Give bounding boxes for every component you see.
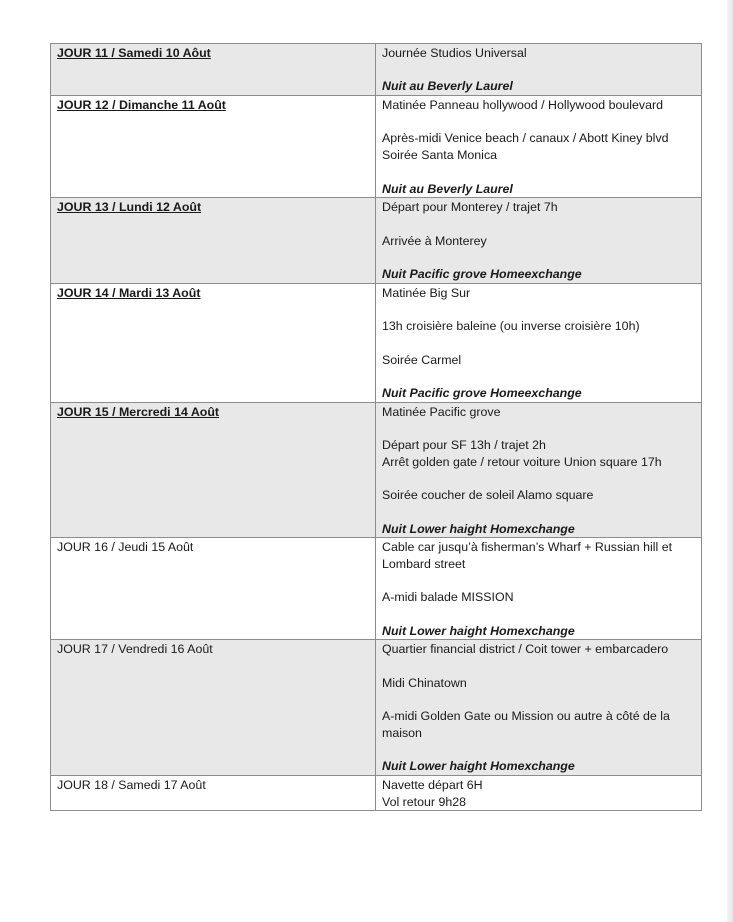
night-stay: Nuit Lower haight Homexchange	[382, 521, 575, 536]
day-cell	[51, 44, 376, 96]
table-row	[51, 538, 702, 640]
spacer-line	[382, 335, 695, 352]
program-cell	[376, 640, 702, 776]
program-line: Navette départ 6H	[382, 777, 483, 792]
itinerary-body	[51, 44, 702, 811]
itinerary-table	[50, 43, 702, 811]
night-stay: Nuit Lower haight Homexchange	[382, 623, 575, 638]
day-cell	[51, 775, 376, 810]
day-label: JOUR 11 / Samedi 10 Aôut	[57, 46, 211, 60]
program-line: Midi Chinatown	[382, 675, 467, 690]
program-line: Quartier financial district / Coit tower + embarcadero	[382, 642, 669, 657]
spacer-line	[382, 606, 695, 623]
program-line: Matinée Big Sur	[382, 285, 471, 300]
spacer-line	[382, 164, 695, 181]
spacer-line	[382, 114, 695, 131]
day-cell	[51, 96, 376, 198]
program-cell	[376, 775, 702, 810]
day-label: JOUR 13 / Lundi 12 Août	[57, 200, 202, 215]
table-row	[51, 96, 702, 198]
program-line: Matinée Pacific grove	[382, 404, 501, 419]
day-label: JOUR 15 / Mercredi 14 Août	[57, 404, 220, 419]
day-cell	[51, 538, 376, 640]
program-line: Départ pour Monterey / trajet 7h	[382, 200, 558, 215]
program-line: Soirée Santa Monica	[382, 148, 498, 163]
program-line: Arrêt golden gate / retour voiture Union square 17h	[382, 454, 662, 469]
night-stay: Nuit au Beverly Laurel	[382, 181, 513, 196]
program-cell	[376, 402, 702, 538]
program-line: Départ pour SF 13h / trajet 2h	[382, 438, 546, 453]
program-line: Lombard street	[382, 556, 466, 571]
program-line: Soirée coucher de soleil Alamo square	[382, 488, 594, 503]
day-label: JOUR 14 / Mardi 13 Août	[57, 285, 201, 300]
night-stay: Nuit Pacific grove Homeexchange	[382, 385, 582, 400]
day-cell	[51, 402, 376, 538]
spacer-line	[382, 62, 695, 79]
table-row	[51, 283, 702, 402]
program-cell	[376, 198, 702, 283]
program-cell	[376, 538, 702, 640]
program-line: Arrivée à Monterey	[382, 233, 487, 248]
program-line: Matinée Panneau hollywood / Hollywood boulevard	[382, 98, 664, 113]
program-line: Après-midi Venice beach / canaux / Abott Kiney blvd	[382, 131, 669, 146]
spacer-line	[382, 573, 695, 590]
spacer-line	[382, 658, 695, 675]
day-label: JOUR 18 / Samedi 17 Août	[57, 777, 206, 792]
program-cell	[376, 44, 702, 96]
night-stay: Nuit au Beverly Laurel	[382, 79, 513, 94]
night-stay: Nuit Lower haight Homexchange	[382, 759, 575, 774]
spacer-line	[382, 301, 695, 318]
program-cell	[376, 283, 702, 402]
spacer-line	[382, 420, 695, 437]
table-row	[51, 44, 702, 96]
program-line: Vol retour 9h28	[382, 794, 467, 809]
program-line: Soirée Carmel	[382, 352, 462, 367]
spacer-line	[382, 216, 695, 233]
program-line: Journée Studios Universal	[382, 46, 527, 60]
program-line: maison	[382, 725, 422, 740]
program-line: A-midi balade MISSION	[382, 590, 514, 605]
table-row	[51, 775, 702, 810]
day-label: JOUR 16 / Jeudi 15 Août	[57, 540, 194, 555]
program-cell	[376, 96, 702, 198]
program-line: Cable car jusqu’à fisherman’s Wharf + Russian hill et	[382, 540, 673, 555]
spacer-line	[382, 504, 695, 521]
day-label: JOUR 17 / Vendredi 16 Août	[57, 642, 213, 657]
table-row	[51, 402, 702, 538]
spacer-line	[382, 470, 695, 487]
table-row	[51, 640, 702, 776]
day-cell	[51, 283, 376, 402]
night-stay: Nuit Pacific grove Homeexchange	[382, 267, 582, 282]
spacer-line	[382, 742, 695, 759]
day-cell	[51, 640, 376, 776]
spacer-line	[382, 368, 695, 385]
day-label: JOUR 12 / Dimanche 11 Août	[57, 98, 226, 113]
day-cell	[51, 198, 376, 283]
program-line: A-midi Golden Gate ou Mission ou autre à côté de la	[382, 709, 670, 724]
program-line: 13h croisière baleine (ou inverse croisière 10h)	[382, 319, 640, 334]
spacer-line	[382, 249, 695, 266]
spacer-line	[382, 692, 695, 709]
page-edge	[727, 0, 733, 922]
table-row	[51, 198, 702, 283]
